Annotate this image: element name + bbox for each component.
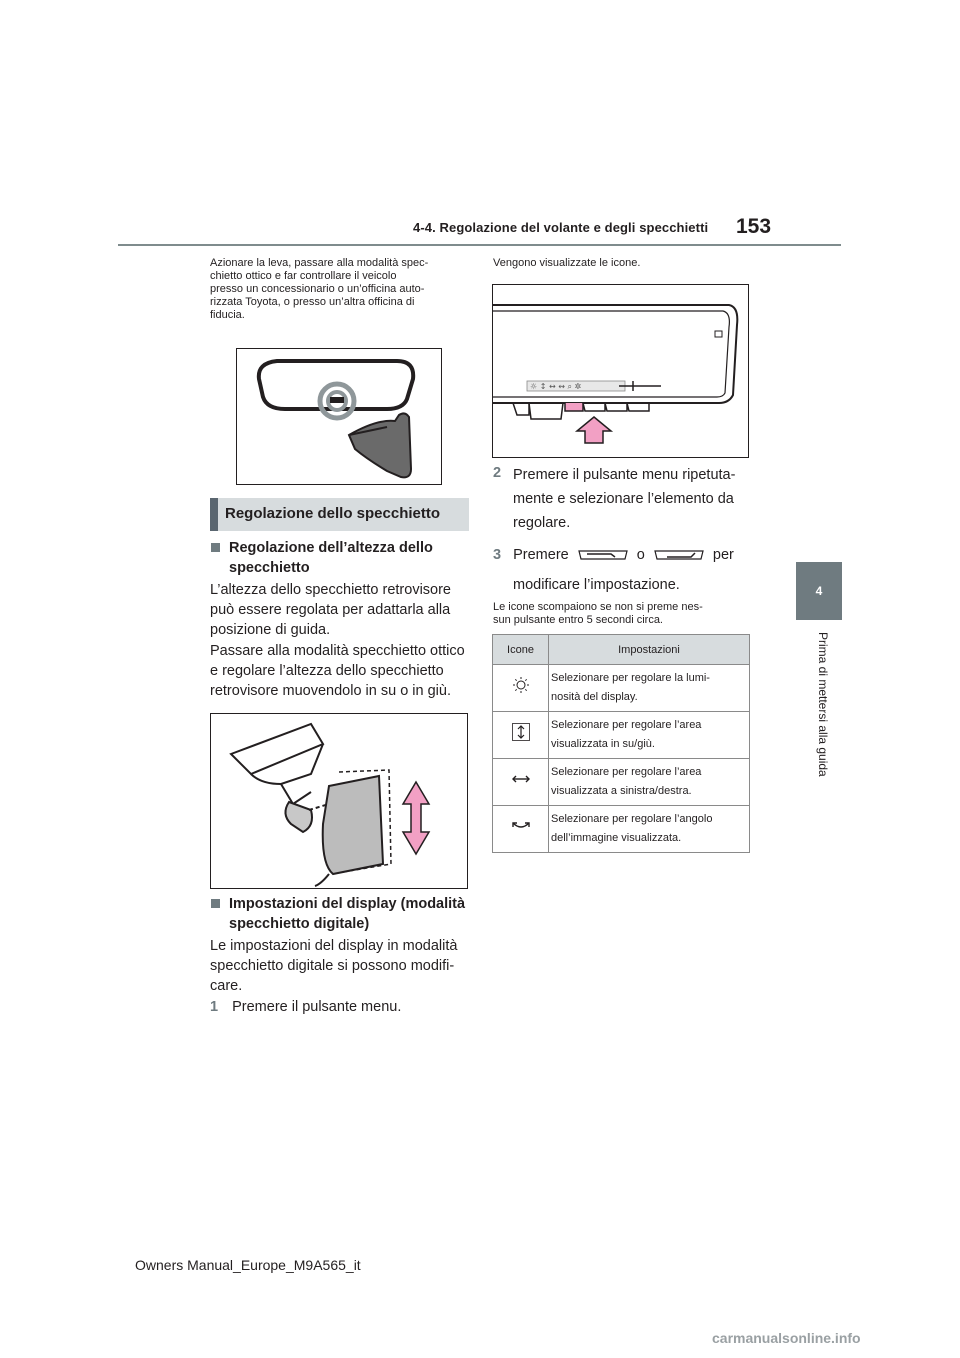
paragraph-height-1: L’altezza dello specchietto retrovisore può essere regolata per adattarla alla posizione di guida. — [210, 582, 451, 638]
table-cell-angle: Selezionare per regolare l’angolo dell’immagine visualizzata. — [549, 806, 750, 853]
step-1-number: 1 — [210, 999, 219, 1015]
table-row — [493, 759, 750, 806]
step-3-number: 3 — [493, 547, 502, 563]
table-row — [493, 806, 750, 853]
table-row — [493, 665, 750, 712]
table-header-row — [493, 635, 750, 665]
page-number: 153 — [736, 215, 772, 238]
table-cell-brightness: Selezionare per regolare la lumi- nosità del display. — [549, 665, 750, 712]
table-header-settings: Impostazioni — [549, 635, 750, 665]
table-row — [493, 712, 750, 759]
chapter-label — [812, 632, 830, 802]
bullet-square — [211, 899, 220, 908]
table-cell-horizontal: Selezionare per regolare l’area visualizzata a sinistra/destra. — [549, 759, 750, 806]
step-2 — [493, 463, 763, 535]
figure-digital-mirror — [492, 284, 749, 458]
step-2-text: Premere il pulsante menu ripetuta- mente e selezionare l’elemento da regolare. — [513, 467, 736, 531]
paragraph-height-2: Passare alla modalità specchietto ottico e regolare l’altezza dello specchietto retrovisore muovendolo in su o in giù. — [210, 643, 465, 699]
header-divider — [118, 244, 841, 246]
step-1 — [210, 997, 401, 1017]
chapter-tab: 4 — [796, 562, 842, 620]
section-banner-title: Regolazione dello specchietto — [225, 505, 441, 522]
step-3-prefix: Premere — [513, 547, 569, 563]
bullet-square — [211, 543, 220, 552]
subsection-title-height: Regolazione dell’altezza dello specchietto — [229, 540, 433, 576]
step-1-text: Premere il pulsante menu. — [232, 999, 402, 1015]
button-up-icon — [653, 549, 705, 561]
step-3-line2: modificare l’impostazione. — [513, 577, 680, 593]
angle-icon — [511, 819, 531, 833]
figure-mirror-height — [210, 713, 468, 889]
mirror-height-illustration — [211, 714, 467, 888]
brightness-icon — [512, 676, 530, 694]
vertical-arrows-icon — [512, 723, 530, 741]
mirror-lever-illustration — [237, 349, 441, 484]
step-3-or: o — [636, 547, 645, 563]
button-down-icon — [577, 549, 629, 561]
horizontal-arrows-icon — [511, 772, 531, 786]
step-2-number: 2 — [493, 465, 502, 481]
table-cell-vertical: Selezionare per regolare l’area visualizzata in su/giù. — [549, 712, 750, 759]
footer-manual-name: Owners Manual_Europe_M9A565_it — [135, 1257, 361, 1273]
intro-paragraph: Azionare la leva, passare alla modalità spec- chietto ottico e far controllare il veicolo presso un concessionario o un’officina auto- rizzata Toyota, o presso un’altra officina di fiducia. — [210, 257, 429, 321]
paragraph-display: Le impostazioni del display in modalità specchietto digitale si possono modifi- care. — [210, 938, 458, 994]
icons-caption: Vengono visualizzate le icone. — [493, 257, 641, 269]
section-header-title: 4-4. Regolazione del volante e degli specchietti — [413, 220, 709, 235]
section-banner — [210, 498, 469, 531]
chapter-label-text: Prima di mettersi alla guida — [816, 632, 830, 777]
watermark-logo: carmanualsonline.info — [712, 1330, 861, 1346]
icons-note: Le icone scompaiono se non si preme nes- sun pulsante entro 5 secondi circa. — [493, 601, 703, 626]
section-banner-bar — [210, 498, 218, 531]
step-3-suffix: per — [712, 547, 734, 563]
table-header-icons: Icone — [493, 635, 549, 665]
subsection-title-display: Impostazioni del display (modalità specchietto digitale) — [229, 896, 466, 932]
icons-table — [492, 634, 750, 853]
digital-mirror-illustration — [493, 285, 748, 457]
svg-text:☼ ↕ ↔ ↭ ⌕ ✲: ☼ ↕ ↔ ↭ ⌕ ✲ — [530, 382, 582, 391]
figure-mirror-lever — [236, 348, 442, 485]
step-3 — [493, 543, 763, 597]
